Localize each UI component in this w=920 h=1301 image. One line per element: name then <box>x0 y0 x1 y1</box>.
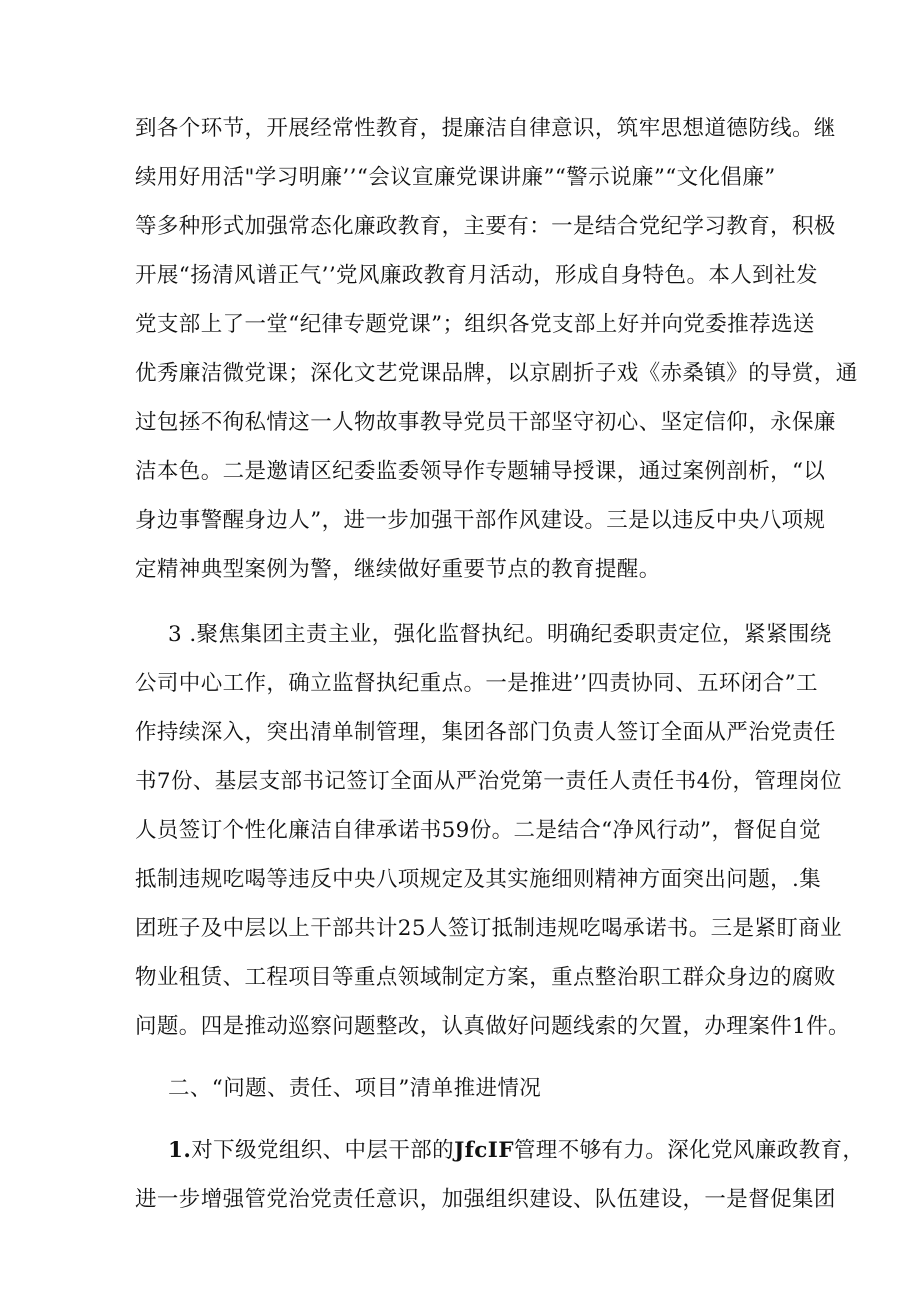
item-number: 1. <box>168 1138 192 1163</box>
paragraph-1-line-6: 优秀廉洁微党课；深化文艺党课品牌，以京剧折子戏《赤桑镇》的导赏，通 <box>135 361 858 386</box>
paragraph-2-line-2: 公司中心工作，确立监督执纪重点。一是推进’’四责协同、五环闭合”工 <box>135 671 818 696</box>
paragraph-1-line-3: 等多种形式加强常态化廉政教育，主要有：一是结合党纪学习教育，积极 <box>135 214 836 239</box>
paragraph-1-line-4: 开展“扬清风谱正气’’党风廉政教育月活动，形成自身特色。本人到社发 <box>135 263 818 288</box>
paragraph-4-text-b: 管理不够有力。深化党风廉政教育， <box>513 1138 865 1163</box>
paragraph-1-line-2: 续用好用活"学习明廉’’“会议宣廉党课讲廉”“警示说廉”“文化倡廉” <box>135 165 776 190</box>
paragraph-2-line-7: 团班子及中层以上干部共计25人签订抵制违规吃喝承诺书。三是紧盯商业 <box>135 916 843 941</box>
paragraph-2-line-6: 抵制违规吃喝等违反中央八项规定及其实施细则精神方面突出问题，.集 <box>135 867 822 892</box>
paragraph-2-line-4: 书7份、基层支部书记签订全面从严治党第一责任人责任书4份，管理岗位 <box>135 769 843 794</box>
paragraph-4-line-2: 进一步增强管党治党责任意识，加强组织建设、队伍建设，一是督促集团 <box>135 1187 836 1212</box>
paragraph-1-line-9: 身边事警醒身边人”，进一步加强干部作风建设。三是以违反中央八项规 <box>135 508 826 533</box>
paragraph-4-text-a: 对下级党组织、中层干部的 <box>191 1138 455 1163</box>
paragraph-2-line-1: 3 .聚焦集团主责主业，强化监督执纪。明确纪委职责定位，紧紧围绕 <box>168 622 832 647</box>
paragraph-4-bold-text: JfcIF <box>454 1138 514 1163</box>
paragraph-1-line-8: 洁本色。二是邀请区纪委监委领导作专题辅导授课，通过案例剖析，“以 <box>135 459 826 484</box>
paragraph-2-line-9: 问题。四是推动巡察问题整改，认真做好问题线索的欠置，办理案件1件。 <box>135 1014 850 1039</box>
paragraph-1-line-1: 到各个环节，开展经常性教育，提廉洁自律意识，筑牢思想道德防线。继 <box>135 116 836 141</box>
paragraph-2-line-5: 人员签订个性化廉洁自律承诺书59份。二是结合“净风行动”，督促自觉 <box>135 818 822 843</box>
paragraph-2-line-3: 作持续深入，突出清单制管理，集团各部门负责人签订全面从严治党责任 <box>135 720 836 745</box>
paragraph-2-line-8: 物业租赁、工程项目等重点领域制定方案，重点整治职工群众身边的腐败 <box>135 965 836 990</box>
paragraph-4-line-1 <box>168 1136 864 1166</box>
paragraph-1-line-5: 党支部上了一堂“纪律专题党课”；组织各党支部上好并向党委推荐选送 <box>135 312 815 337</box>
section-heading: 二、“问题、责任、项目”清单推进情况 <box>168 1076 542 1101</box>
paragraph-1-line-10: 定精神典型案例为警，继续做好重要节点的教育提醒。 <box>135 557 661 582</box>
paragraph-1-line-7: 过包拯不徇私情这一人物故事教导党员干部坚守初心、坚定信仰，永保廉 <box>135 410 836 435</box>
